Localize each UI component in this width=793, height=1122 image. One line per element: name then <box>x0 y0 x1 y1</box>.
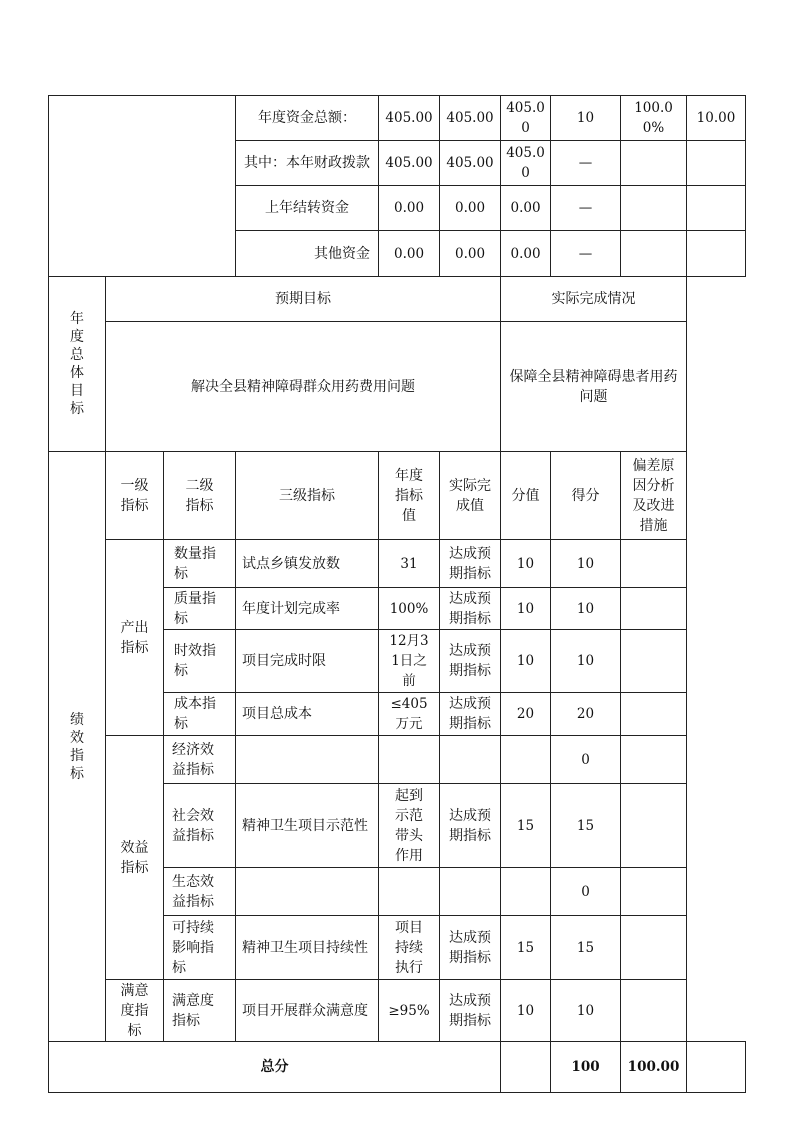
indicator-score-value: 20 <box>501 693 551 736</box>
indicator-level2: 时效指标 <box>164 630 236 693</box>
indicator-score-value <box>501 868 551 916</box>
indicator-level2: 经济效益指标 <box>164 736 236 784</box>
funds-score-value: — <box>551 186 621 231</box>
goals-content-row <box>49 322 746 452</box>
funds-score-value: — <box>551 141 621 186</box>
indicator-level2: 满意度指标 <box>164 980 236 1042</box>
funds-rate: 100.00% <box>621 96 687 141</box>
indicator-score-value <box>501 736 551 784</box>
indicator-level3: 精神卫生项目持续性 <box>236 916 379 980</box>
indicator-actual: 达成预期指标 <box>440 630 501 693</box>
indicator-deviation <box>621 588 687 630</box>
indicator-level3 <box>236 736 379 784</box>
indicator-target: 12月31日之前 <box>379 630 440 693</box>
indicator-actual: 达成预期指标 <box>440 784 501 868</box>
funds-label: 上年结转资金 <box>236 186 379 231</box>
indicator-score-value: 10 <box>501 540 551 588</box>
funds-score-value: 10 <box>551 96 621 141</box>
funds-rate <box>621 186 687 231</box>
goals-actual-header: 实际完成情况 <box>501 277 687 322</box>
indicator-score: 10 <box>551 630 621 693</box>
indicator-row <box>49 540 746 588</box>
indicator-level3: 项目总成本 <box>236 693 379 736</box>
funds-adjusted: 405.00 <box>440 141 501 186</box>
funds-budget: 0.00 <box>379 186 440 231</box>
indicator-actual: 达成预期指标 <box>440 588 501 630</box>
indicator-score-value: 15 <box>501 916 551 980</box>
indicator-target <box>379 868 440 916</box>
goals-expected-header: 预期目标 <box>106 277 501 322</box>
indicator-actual <box>440 868 501 916</box>
indicator-level3: 试点乡镇发放数 <box>236 540 379 588</box>
header-level1: 一级指标 <box>106 452 164 540</box>
indicator-score-value: 15 <box>501 784 551 868</box>
funds-score <box>687 231 746 277</box>
header-level3: 三级指标 <box>236 452 379 540</box>
indicator-actual <box>440 736 501 784</box>
indicator-level2: 质量指标 <box>164 588 236 630</box>
indicator-deviation <box>621 916 687 980</box>
indicator-deviation <box>621 784 687 868</box>
funds-budget: 0.00 <box>379 231 440 277</box>
indicator-deviation <box>621 540 687 588</box>
funds-label: 其他资金 <box>236 231 379 277</box>
funds-executed: 0.00 <box>501 186 551 231</box>
funds-label: 年度资金总额： <box>236 96 379 141</box>
indicator-score: 0 <box>551 736 621 784</box>
indicator-level2: 生态效益指标 <box>164 868 236 916</box>
indicator-level2: 数量指标 <box>164 540 236 588</box>
funds-executed: 405.00 <box>501 141 551 186</box>
indicator-level2: 社会效益指标 <box>164 784 236 868</box>
indicator-score-value: 10 <box>501 630 551 693</box>
indicator-deviation <box>621 980 687 1042</box>
funds-rate <box>621 141 687 186</box>
total-score: 100.00 <box>621 1042 687 1093</box>
indicator-row <box>49 736 746 784</box>
goals-header-row <box>49 277 746 322</box>
funds-score-value: — <box>551 231 621 277</box>
header-score-value: 分值 <box>501 452 551 540</box>
group-output: 产出指标 <box>106 540 164 736</box>
funds-executed: 405.00 <box>501 96 551 141</box>
indicator-row <box>49 980 746 1042</box>
indicator-target: 项目持续执行 <box>379 916 440 980</box>
indicator-target: ≥95% <box>379 980 440 1042</box>
total-score-value: 100 <box>551 1042 621 1093</box>
total-blank <box>501 1042 551 1093</box>
indicators-header-row <box>49 452 746 540</box>
goals-section-label: 年度总体目标 <box>49 277 106 452</box>
funds-score <box>687 186 746 231</box>
indicator-target <box>379 736 440 784</box>
indicator-actual: 达成预期指标 <box>440 540 501 588</box>
header-score: 得分 <box>551 452 621 540</box>
indicator-level3: 精神卫生项目示范性 <box>236 784 379 868</box>
header-level2: 二级指标 <box>164 452 236 540</box>
indicator-score: 15 <box>551 916 621 980</box>
indicator-target: 100% <box>379 588 440 630</box>
indicator-level3: 项目完成时限 <box>236 630 379 693</box>
indicator-score: 15 <box>551 784 621 868</box>
indicator-deviation <box>621 868 687 916</box>
funds-adjusted: 0.00 <box>440 186 501 231</box>
indicator-score: 10 <box>551 588 621 630</box>
funds-budget: 405.00 <box>379 141 440 186</box>
indicator-score: 10 <box>551 540 621 588</box>
indicator-actual: 达成预期指标 <box>440 980 501 1042</box>
funds-budget: 405.00 <box>379 96 440 141</box>
indicator-score-value: 10 <box>501 588 551 630</box>
goals-actual-text: 保障全县精神障碍患者用药问题 <box>501 322 687 452</box>
total-deviation <box>687 1042 746 1093</box>
indicator-deviation <box>621 736 687 784</box>
indicators-section-label: 绩效指标 <box>49 452 106 1042</box>
funds-label: 其中：本年财政拨款 <box>236 141 379 186</box>
performance-table <box>48 95 746 1093</box>
funds-row-total <box>49 96 746 141</box>
indicator-deviation <box>621 630 687 693</box>
funds-rate <box>621 231 687 277</box>
indicator-target: 起到示范带头作用 <box>379 784 440 868</box>
goals-expected-text: 解决全县精神障碍群众用药费用问题 <box>106 322 501 452</box>
group-benefit: 效益指标 <box>106 736 164 980</box>
indicator-score: 20 <box>551 693 621 736</box>
header-target: 年度指标值 <box>379 452 440 540</box>
indicator-level3: 年度计划完成率 <box>236 588 379 630</box>
indicator-level3: 项目开展群众满意度 <box>236 980 379 1042</box>
total-label: 总分 <box>49 1042 501 1093</box>
indicator-target: 31 <box>379 540 440 588</box>
indicator-actual: 达成预期指标 <box>440 693 501 736</box>
indicator-level2: 成本指标 <box>164 693 236 736</box>
indicator-actual: 达成预期指标 <box>440 916 501 980</box>
indicator-score: 0 <box>551 868 621 916</box>
group-satisfaction: 满意度指标 <box>106 980 164 1042</box>
funds-executed: 0.00 <box>501 231 551 277</box>
indicator-score-value: 10 <box>501 980 551 1042</box>
total-row <box>49 1042 746 1093</box>
header-actual: 实际完成值 <box>440 452 501 540</box>
funds-adjusted: 0.00 <box>440 231 501 277</box>
indicator-target: ≤405万元 <box>379 693 440 736</box>
funds-score <box>687 141 746 186</box>
indicator-score: 10 <box>551 980 621 1042</box>
indicator-level3 <box>236 868 379 916</box>
header-deviation: 偏差原因分析及改进措施 <box>621 452 687 540</box>
funds-blank-cell <box>49 96 236 277</box>
indicator-deviation <box>621 693 687 736</box>
funds-adjusted: 405.00 <box>440 96 501 141</box>
indicator-level2: 可持续影响指标 <box>164 916 236 980</box>
funds-score: 10.00 <box>687 96 746 141</box>
